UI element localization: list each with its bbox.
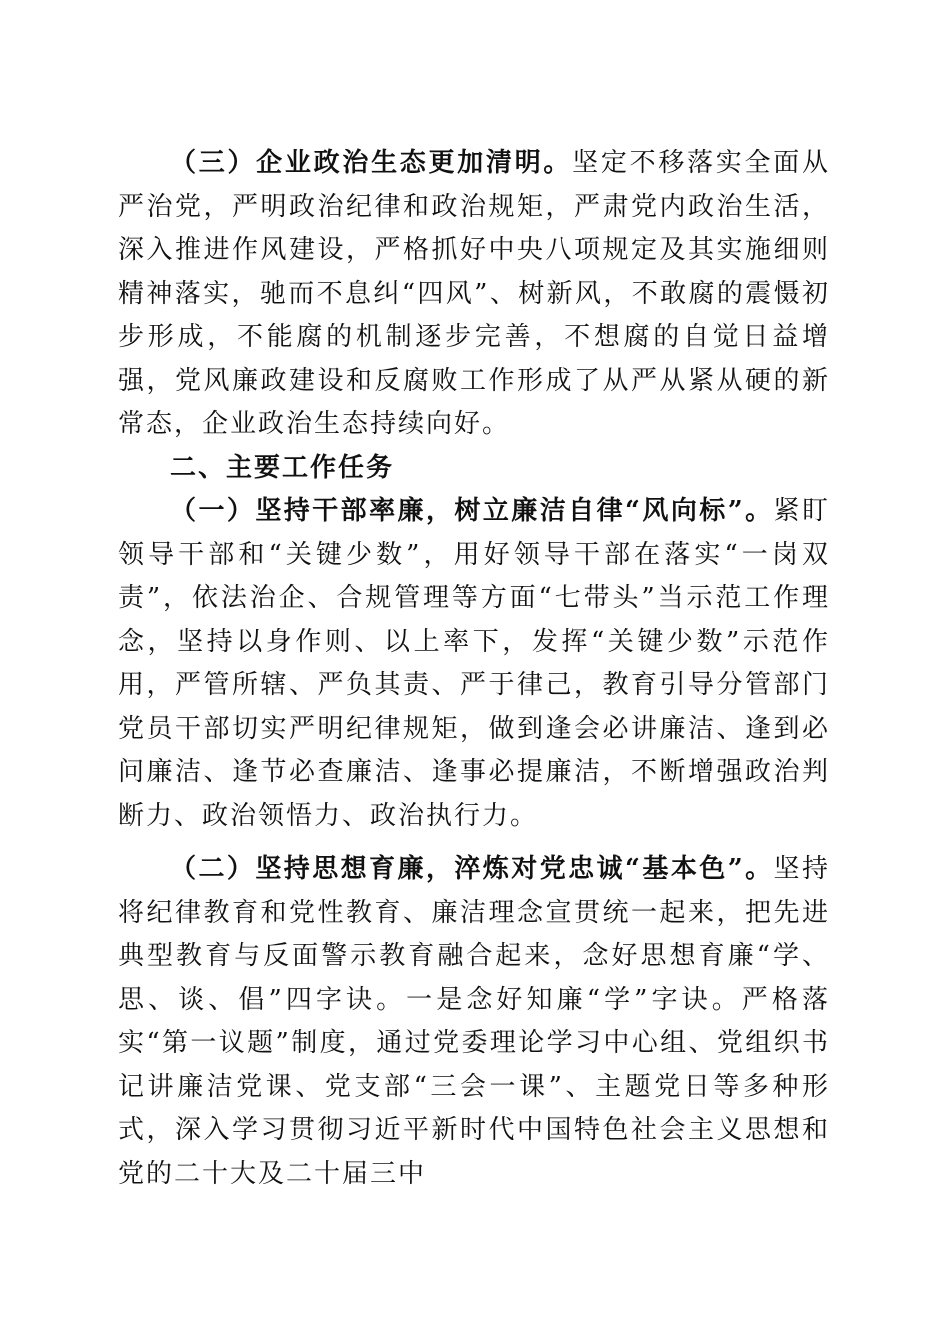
section-heading: 二、主要工作任务 [170, 452, 395, 483]
document-page [118, 142, 830, 1196]
paragraph-spacer [118, 838, 830, 848]
paragraph-lead: （一）坚持干部率廉，树立廉洁自律“风向标”。 [170, 496, 774, 526]
paragraph-lead: （二）坚持思想育廉，淬炼对党忠诚“基本色”。 [170, 854, 774, 884]
paragraph-lead: （三）企业政治生态更加清明。 [170, 148, 573, 178]
paragraph-task-1 [118, 490, 830, 838]
paragraph-body: 紧盯领导干部和“关键少数”，用好领导干部在落实“一岗双责”，依法治企、合规管理等方面“七带头”当示范工作理念，坚持以身作则、以上率下，发挥“关键少数”示范作用，严管所辖、严负其责、严于律己，教育引导分管部门党员干部切实严明纪律规矩，做到逢会必讲廉洁、逢到必问廉洁、逢节必查廉洁、逢事必提廉洁，不断增强政治判断力、政治领悟力、政治执行力。 [118, 496, 830, 831]
paragraph-section-3 [118, 142, 830, 447]
paragraph-body: 坚定不移落实全面从严治党，严明政治纪律和政治规矩，严肃党内政治生活，深入推进作风建设，严格抓好中央八项规定及其实施细则精神落实，驰而不息纠“四风”、树新风，不敢腐的震慑初步形成，不能腐的机制逐步完善，不想腐的自觉日益增强，党风廉政建设和反腐败工作形成了从严从紧从硬的新常态，企业政治生态持续向好。 [118, 148, 830, 439]
paragraph-body: 坚持将纪律教育和党性教育、廉洁理念宣贯统一起来，把先进典型教育与反面警示教育融合起来，念好思想育廉“学、思、谈、倡”四字诀。一是念好知廉“学”字诀。严格落实“第一议题”制度，通过党委理论学习中心组、党组织书记讲廉洁党课、党支部“三会一课”、主题党日等多种形式，深入学习贯彻习近平新时代中国特色社会主义思想和党的二十大及二十届三中 [118, 854, 830, 1189]
paragraph-task-2 [118, 848, 830, 1196]
